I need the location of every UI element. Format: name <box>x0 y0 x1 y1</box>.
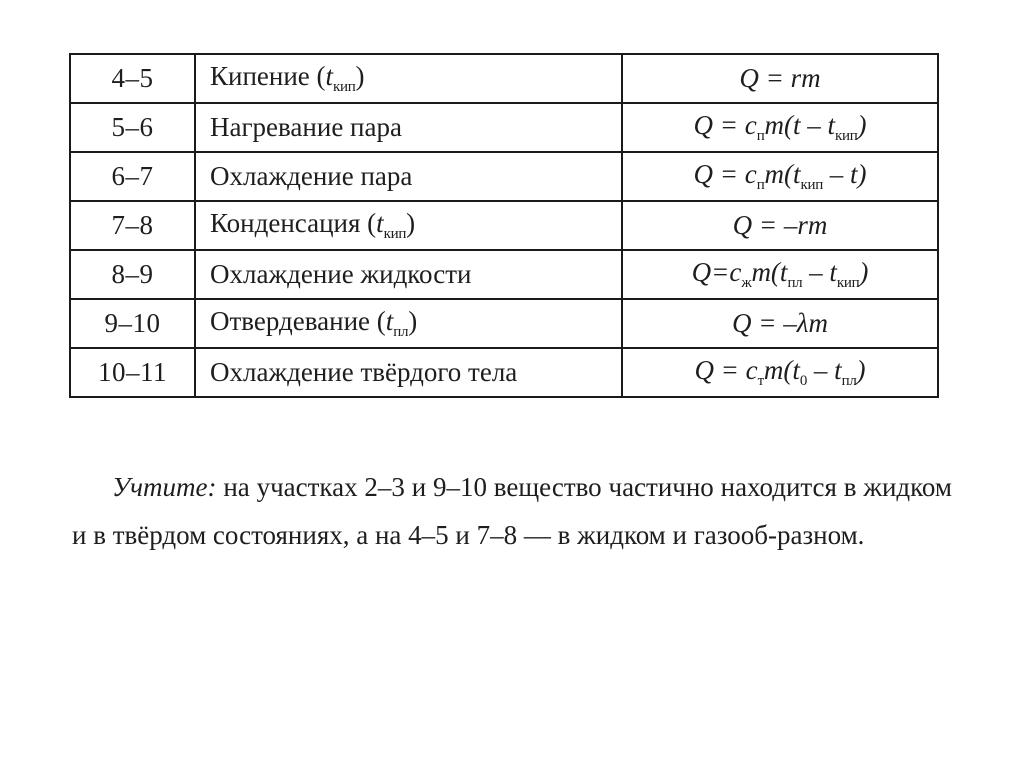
process-text: Охлаждение твёрдого тела <box>210 357 518 387</box>
formula-cell <box>622 299 938 348</box>
formula-subscript: п <box>756 176 765 193</box>
formula-subscript: пл <box>787 274 803 291</box>
segment-cell: 7–8 <box>70 201 195 250</box>
formula-subscript: п <box>756 127 765 144</box>
process-cell <box>195 348 622 397</box>
formula-part: ) <box>859 256 869 287</box>
segment-cell: 8–9 <box>70 250 195 299</box>
formula-part: – t <box>802 256 837 287</box>
formula-part: m(t <box>751 256 788 287</box>
segment-cell: 9–10 <box>70 299 195 348</box>
formula-cell <box>622 250 938 299</box>
paren-close: ) <box>355 60 365 91</box>
formula-part: Q = c <box>694 354 758 385</box>
process-text: Отвердевание ( <box>210 305 386 336</box>
formula-subscript: 0 <box>799 372 808 389</box>
formula-part: – t) <box>822 158 867 189</box>
table-row <box>70 348 938 397</box>
formula-cell <box>622 103 938 152</box>
formula-part: m(t <box>763 354 800 385</box>
segment-cell: 10–11 <box>70 348 195 397</box>
formula-subscript: кип <box>834 127 858 144</box>
process-cell <box>195 103 622 152</box>
process-cell <box>195 54 622 103</box>
formula-cell <box>622 348 938 397</box>
formula-part: Q=c <box>691 256 742 287</box>
process-text: Конденсация ( <box>210 207 377 238</box>
note-text: на участках 2–3 и 9–10 вещество частично находится в жидком и в твёрдом состояниях, а на 4–5 и 7–8 — в жидком и газооб-разном. <box>72 472 952 550</box>
formula-subscript: т <box>757 372 764 389</box>
formula-part: Q = –λm <box>732 308 828 338</box>
process-text: Охлаждение пара <box>210 161 413 191</box>
process-text: Охлаждение жидкости <box>210 259 472 289</box>
temperature-subscript: пл <box>393 323 409 340</box>
formula-subscript: пл <box>841 372 857 389</box>
formula-part: Q = c <box>693 109 757 140</box>
formula-part: Q = –rm <box>732 210 828 240</box>
formula-subscript: ж <box>741 274 752 291</box>
segment-cell: 4–5 <box>70 54 195 103</box>
note-paragraph <box>72 463 952 559</box>
table-row <box>70 54 938 103</box>
process-text: Нагревание пара <box>210 112 402 142</box>
segment-cell: 5–6 <box>70 103 195 152</box>
formula-cell <box>622 201 938 250</box>
process-text: Кипение ( <box>210 60 326 91</box>
temperature-symbol: t <box>376 207 384 238</box>
table-row <box>70 299 938 348</box>
temperature-symbol: t <box>325 60 334 91</box>
temperature-subscript: кип <box>333 78 356 95</box>
formula-part: m(t <box>764 158 801 189</box>
process-table <box>69 53 939 398</box>
formula-subscript: кип <box>800 176 823 193</box>
formula-part: Q = c <box>693 158 757 189</box>
temperature-subscript: кип <box>383 225 407 242</box>
table-row <box>70 201 938 250</box>
paren-close: ) <box>406 207 416 238</box>
formula-cell <box>622 54 938 103</box>
formula-part: m(t – t <box>764 109 835 140</box>
process-cell <box>195 152 622 201</box>
process-cell <box>195 299 622 348</box>
table-row <box>70 152 938 201</box>
formula-part: – t <box>807 354 842 385</box>
process-cell <box>195 250 622 299</box>
formula-part: ) <box>857 109 867 140</box>
table-row <box>70 250 938 299</box>
formula-part: Q = rm <box>739 63 821 93</box>
temperature-symbol: t <box>385 305 394 336</box>
process-cell <box>195 201 622 250</box>
table-row <box>70 103 938 152</box>
segment-cell: 6–7 <box>70 152 195 201</box>
formula-cell <box>622 152 938 201</box>
paren-close: ) <box>408 305 418 336</box>
formula-part: ) <box>856 354 866 385</box>
note-keyword: Учтите: <box>112 472 217 502</box>
formula-subscript: кип <box>836 274 860 291</box>
